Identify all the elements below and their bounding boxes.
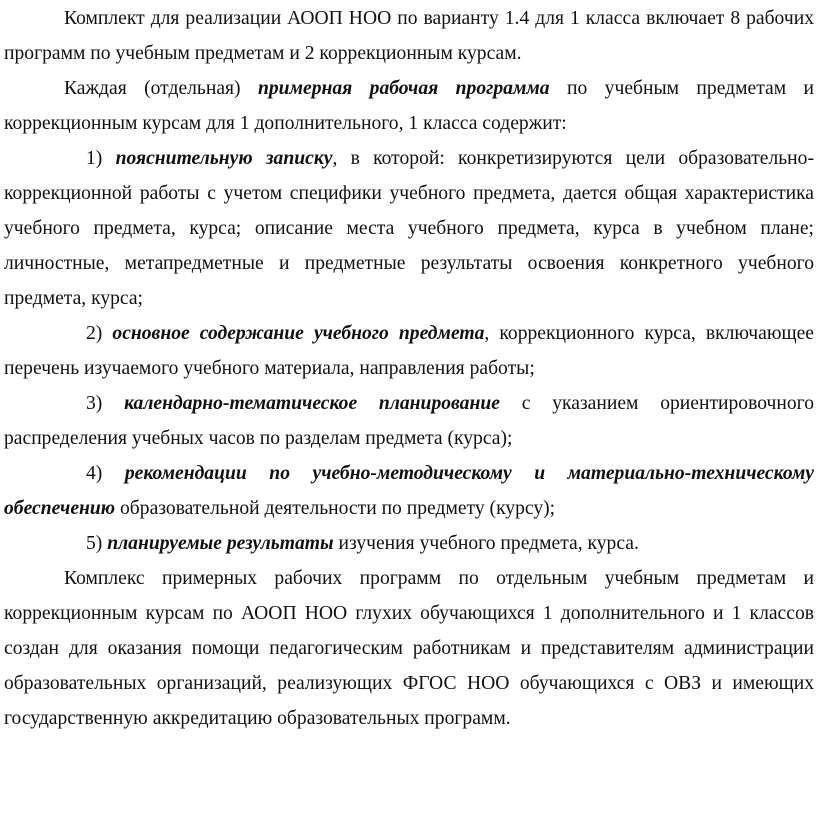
paragraph-2-line-1 [64,71,814,107]
list-item-3-line-2 [4,421,814,457]
emphasis-text: примерная рабочая программа [257,78,550,99]
text-run: учебного предмета, курса; описание места учебного предмета, курса в учебном плане; [4,218,814,239]
emphasis-text: календарно-тематическое планирование [124,393,500,414]
emphasis-text: пояснительную записку [115,148,333,169]
list-item-1-line-4 [4,246,814,282]
paragraph-3-line-3 [4,631,814,667]
list-item-1-line-1 [86,141,814,177]
text-run: 5) [86,533,108,554]
list-item-2-line-2 [4,351,814,387]
text-run: по учебным предметам и [549,78,814,99]
text-run: личностные, метапредметные и предметные результаты освоения конкретного учебного [4,253,814,274]
paragraph-2-line-2 [4,106,814,142]
text-run: программ по учебным предметам и 2 коррекционным курсам. [4,43,522,64]
text-run: Комплект для реализации АООП НОО по варианту 1.4 для 1 класса включает 8 рабочих [64,8,814,29]
text-run: перечень изучаемого учебного материала, направления работы; [4,358,535,379]
emphasis-text: рекомендации по учебно-методическому и материально-техническому [124,463,814,484]
text-run: изучения учебного предмета, курса. [333,533,639,554]
text-run: создан для оказания помощи педагогическим работникам и представителям администрации [4,638,814,659]
text-run: коррекционной работы с учетом специфики учебного предмета, дается общая характеристика [4,183,814,204]
list-item-4-line-2 [4,491,814,527]
emphasis-text: основное содержание учебного предмета [112,323,485,344]
text-run: государственную аккредитацию образовательных программ. [4,708,511,729]
text-run: 1) [86,148,116,169]
text-run: коррекционным курсам по АООП НОО глухих обучающихся 1 дополнительного и 1 классов [4,603,814,624]
list-item-1-line-2 [4,176,814,212]
text-run: , в которой: конкретизируются цели образовательно- [332,148,814,169]
paragraph-3-line-5 [4,701,814,737]
text-run: коррекционным курсам для 1 дополнительного, 1 класса содержит: [4,113,567,134]
paragraph-3-line-4 [4,666,814,702]
emphasis-text: планируемые результаты [107,533,334,554]
paragraph-1-line-2 [4,36,814,72]
text-run: 4) [86,463,125,484]
emphasis-text: обеспечению [4,498,116,519]
list-item-4-line-1 [86,456,814,492]
text-run: Каждая (отдельная) [64,78,258,99]
text-run: распределения учебных часов по разделам предмета (курса); [4,428,513,449]
paragraph-3-line-2 [4,596,814,632]
paragraph-3-line-1 [64,561,814,597]
text-run: 3) [86,393,125,414]
text-run: образовательных организаций, реализующих ФГОС НОО обучающихся с ОВЗ и имеющих [4,673,814,694]
text-run: образовательной деятельности по предмету (курсу); [115,498,556,519]
text-run: , коррекционного курса, включающее [484,323,814,344]
list-item-1-line-5 [4,281,814,317]
list-item-1-line-3 [4,211,814,247]
paragraph-1-line-1 [64,1,814,37]
text-run: с указанием ориентировочного [499,393,814,414]
text-run: 2) [86,323,113,344]
text-run: Комплекс примерных рабочих программ по отдельным учебным предметам и [64,568,814,589]
list-item-5-line-1 [86,526,814,562]
list-item-3-line-1 [86,386,814,422]
text-run: предмета, курса; [4,288,143,309]
list-item-2-line-1 [86,316,814,352]
